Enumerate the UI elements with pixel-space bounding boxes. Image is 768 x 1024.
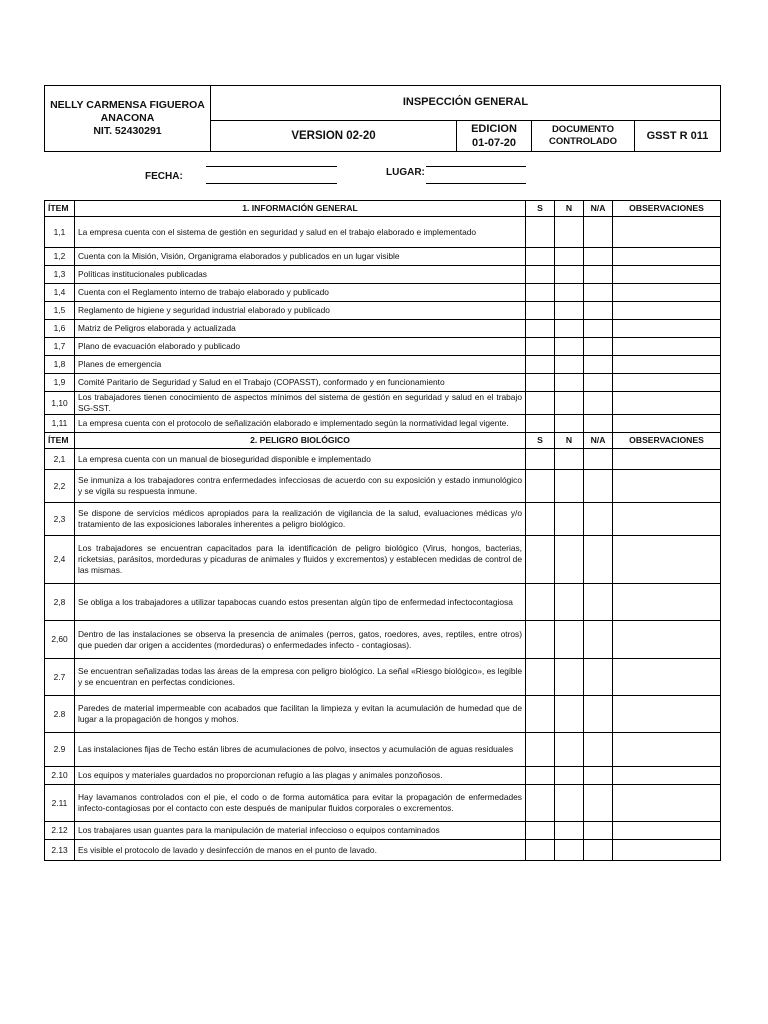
checklist-row xyxy=(45,338,721,356)
item-description: Se inmuniza a los trabajadores contra enfermedades infecciosas de acuerdo con su exposición y estado inmunológico y se vigila su respuesta inmune. xyxy=(75,470,526,503)
company-name-line2: ANACONA xyxy=(100,112,155,124)
item-description: Los trabajares usan guantes para la manipulación de material infeccioso o equipos contaminados xyxy=(75,822,526,840)
s-checkbox-cell[interactable] xyxy=(526,822,555,840)
column-header-na: N/A xyxy=(584,433,613,449)
s-checkbox-cell[interactable] xyxy=(526,248,555,266)
observaciones-cell[interactable] xyxy=(613,217,721,248)
observaciones-cell[interactable] xyxy=(613,248,721,266)
n-checkbox-cell[interactable] xyxy=(555,659,584,696)
item-number: 1,8 xyxy=(45,356,75,374)
s-checkbox-cell[interactable] xyxy=(526,338,555,356)
section-header-row xyxy=(45,201,721,217)
item-number: 1,10 xyxy=(45,392,75,415)
item-number: 1,2 xyxy=(45,248,75,266)
column-header-observaciones: OBSERVACIONES xyxy=(613,201,721,217)
lugar-line-top xyxy=(426,166,526,167)
na-checkbox-cell[interactable] xyxy=(584,822,613,840)
observaciones-cell[interactable] xyxy=(613,284,721,302)
s-checkbox-cell[interactable] xyxy=(526,503,555,536)
observaciones-cell[interactable] xyxy=(613,503,721,536)
n-checkbox-cell[interactable] xyxy=(555,733,584,767)
observaciones-cell[interactable] xyxy=(613,320,721,338)
column-header-n: N xyxy=(555,433,584,449)
checklist-row xyxy=(45,356,721,374)
observaciones-cell[interactable] xyxy=(613,767,721,785)
column-header-na: N/A xyxy=(584,201,613,217)
checklist-row xyxy=(45,584,721,621)
fecha-label: FECHA: xyxy=(145,171,183,182)
s-checkbox-cell[interactable] xyxy=(526,659,555,696)
n-checkbox-cell[interactable] xyxy=(555,584,584,621)
s-checkbox-cell[interactable] xyxy=(526,733,555,767)
n-checkbox-cell[interactable] xyxy=(555,266,584,284)
column-header-s: S xyxy=(526,201,555,217)
item-number: 2,4 xyxy=(45,536,75,584)
item-description: Es visible el protocolo de lavado y desinfección de manos en el punto de lavado. xyxy=(75,840,526,861)
s-checkbox-cell[interactable] xyxy=(526,217,555,248)
item-number: 1,3 xyxy=(45,266,75,284)
na-checkbox-cell[interactable] xyxy=(584,356,613,374)
item-number: 2.10 xyxy=(45,767,75,785)
n-checkbox-cell[interactable] xyxy=(555,248,584,266)
item-number: 2,1 xyxy=(45,449,75,470)
checklist-row xyxy=(45,217,721,248)
n-checkbox-cell[interactable] xyxy=(555,392,584,415)
item-description: Comité Paritario de Seguridad y Salud en el Trabajo (COPASST), conformado y en funcionamiento xyxy=(75,374,526,392)
na-checkbox-cell[interactable] xyxy=(584,733,613,767)
s-checkbox-cell[interactable] xyxy=(526,449,555,470)
checklist-row xyxy=(45,374,721,392)
observaciones-cell[interactable] xyxy=(613,302,721,320)
observaciones-cell[interactable] xyxy=(613,584,721,621)
document-code: GSST R 011 xyxy=(646,130,709,142)
item-description: Los equipos y materiales guardados no proporcionan refugio a las plagas y animales ponzoñosos. xyxy=(75,767,526,785)
checklist-row xyxy=(45,785,721,822)
na-checkbox-cell[interactable] xyxy=(584,217,613,248)
lugar-label: LUGAR: xyxy=(386,167,425,178)
item-description: Se dispone de servicios médicos apropiados para la realización de vigilancia de la salud, evaluaciones médicas y/o tratamiento de las exposiciones laborales inherentes a peligro biológico. xyxy=(75,503,526,536)
na-checkbox-cell[interactable] xyxy=(584,785,613,822)
s-checkbox-cell[interactable] xyxy=(526,266,555,284)
n-checkbox-cell[interactable] xyxy=(555,822,584,840)
column-header-n: N xyxy=(555,201,584,217)
checklist-row xyxy=(45,621,721,659)
na-checkbox-cell[interactable] xyxy=(584,284,613,302)
na-checkbox-cell[interactable] xyxy=(584,415,613,433)
n-checkbox-cell[interactable] xyxy=(555,356,584,374)
n-checkbox-cell[interactable] xyxy=(555,767,584,785)
company-name-line1: NELLY CARMENSA FIGUEROA xyxy=(50,99,205,111)
checklist-row xyxy=(45,320,721,338)
na-checkbox-cell[interactable] xyxy=(584,536,613,584)
n-checkbox-cell[interactable] xyxy=(555,696,584,733)
na-checkbox-cell[interactable] xyxy=(584,302,613,320)
na-checkbox-cell[interactable] xyxy=(584,696,613,733)
item-description: Se obliga a los trabajadores a utilizar tapabocas cuando estos presentan algún tipo de enfermedad infectocontagiosa xyxy=(75,584,526,621)
na-checkbox-cell[interactable] xyxy=(584,338,613,356)
item-number: 1,1 xyxy=(45,217,75,248)
item-number: 2,60 xyxy=(45,621,75,659)
version-label: VERSION 02-20 xyxy=(291,130,376,142)
s-checkbox-cell[interactable] xyxy=(526,356,555,374)
item-description: Se encuentran señalizadas todas las áreas de la empresa con peligro biológico. La señal «Riesgo biológico», es legible y se encuentran en perfectas condiciones. xyxy=(75,659,526,696)
n-checkbox-cell[interactable] xyxy=(555,503,584,536)
s-checkbox-cell[interactable] xyxy=(526,584,555,621)
n-checkbox-cell[interactable] xyxy=(555,470,584,503)
item-number: 1,9 xyxy=(45,374,75,392)
s-checkbox-cell[interactable] xyxy=(526,392,555,415)
observaciones-cell[interactable] xyxy=(613,621,721,659)
na-checkbox-cell[interactable] xyxy=(584,621,613,659)
item-number: 2.7 xyxy=(45,659,75,696)
company-block xyxy=(45,86,211,151)
na-checkbox-cell[interactable] xyxy=(584,449,613,470)
item-description: Los trabajadores se encuentran capacitados para la identificación de peligro biológico (Virus, hongos, bacterias, ricketsias, parásitos, mordeduras y picaduras de animales y fluidos y excrementos) y establecen medidas de control de las mismas. xyxy=(75,536,526,584)
document-status-cell xyxy=(531,121,634,151)
checklist-row xyxy=(45,284,721,302)
s-checkbox-cell[interactable] xyxy=(526,696,555,733)
s-checkbox-cell[interactable] xyxy=(526,302,555,320)
checklist-row xyxy=(45,392,721,415)
checklist-row xyxy=(45,536,721,584)
n-checkbox-cell[interactable] xyxy=(555,374,584,392)
observaciones-cell[interactable] xyxy=(613,785,721,822)
edicion-cell xyxy=(456,121,531,151)
observaciones-cell[interactable] xyxy=(613,840,721,861)
observaciones-cell[interactable] xyxy=(613,338,721,356)
observaciones-cell[interactable] xyxy=(613,356,721,374)
item-description: Dentro de las instalaciones se observa la presencia de animales (perros, gatos, roedores, aves, reptiles, entre otros) que pueden dar origen a accidentes (mordeduras) o enfermedades infecto - contagiosas). xyxy=(75,621,526,659)
s-checkbox-cell[interactable] xyxy=(526,374,555,392)
item-number: 2,8 xyxy=(45,584,75,621)
document-title: INSPECCIÓN GENERAL xyxy=(211,86,720,121)
checklist-row xyxy=(45,302,721,320)
item-description: Las instalaciones fijas de Techo están libres de acumulaciones de polvo, insectos y acumulación de aguas residuales xyxy=(75,733,526,767)
inspection-table-wrap xyxy=(44,200,720,861)
checklist-row xyxy=(45,449,721,470)
na-checkbox-cell[interactable] xyxy=(584,503,613,536)
item-description: Los trabajadores tienen conocimiento de aspectos mínimos del sistema de gestión en seguridad y salud en el trabajo SG-SST. xyxy=(75,392,526,415)
s-checkbox-cell[interactable] xyxy=(526,621,555,659)
s-checkbox-cell[interactable] xyxy=(526,767,555,785)
n-checkbox-cell[interactable] xyxy=(555,449,584,470)
edicion-date: 01-07-20 xyxy=(471,137,517,149)
item-description: Matriz de Peligros elaborada y actualizada xyxy=(75,320,526,338)
inspection-table xyxy=(44,200,721,861)
item-description: Reglamento de higiene y seguridad industrial elaborado y publicado xyxy=(75,302,526,320)
item-number: 1,4 xyxy=(45,284,75,302)
item-number: 2.13 xyxy=(45,840,75,861)
item-description: La empresa cuenta con un manual de bioseguridad disponible e implementado xyxy=(75,449,526,470)
checklist-row xyxy=(45,266,721,284)
na-checkbox-cell[interactable] xyxy=(584,392,613,415)
item-description: Hay lavamanos controlados con el pie, el codo o de forma automática para evitar la propagación de enfermedades infecto-contagiosas por el contacto con este después de manipular fluidos corporales o excrementos. xyxy=(75,785,526,822)
s-checkbox-cell[interactable] xyxy=(526,415,555,433)
section-title: 1. INFORMACIÓN GENERAL xyxy=(75,201,526,217)
observaciones-cell[interactable] xyxy=(613,449,721,470)
company-nit: NIT. 52430291 xyxy=(93,125,162,137)
observaciones-cell[interactable] xyxy=(613,392,721,415)
na-checkbox-cell[interactable] xyxy=(584,767,613,785)
n-checkbox-cell[interactable] xyxy=(555,785,584,822)
document-code-cell xyxy=(634,121,720,151)
item-description: Plano de evacuación elaborado y publicado xyxy=(75,338,526,356)
fecha-line-top xyxy=(206,166,337,167)
checklist-row xyxy=(45,696,721,733)
n-checkbox-cell[interactable] xyxy=(555,338,584,356)
checklist-row xyxy=(45,415,721,433)
item-number: 1,7 xyxy=(45,338,75,356)
checklist-row xyxy=(45,248,721,266)
version-cell xyxy=(211,121,456,151)
na-checkbox-cell[interactable] xyxy=(584,584,613,621)
item-number: 2,2 xyxy=(45,470,75,503)
item-number: 1,6 xyxy=(45,320,75,338)
na-checkbox-cell[interactable] xyxy=(584,659,613,696)
checklist-row xyxy=(45,503,721,536)
document-status-line1: DOCUMENTO xyxy=(551,124,615,135)
item-number: 2.9 xyxy=(45,733,75,767)
document-status-line2: CONTROLADO xyxy=(548,136,618,147)
item-number: 2,3 xyxy=(45,503,75,536)
item-description: Políticas institucionales publicadas xyxy=(75,266,526,284)
section-title: 2. PELIGRO BIOLÓGICO xyxy=(75,433,526,449)
na-checkbox-cell[interactable] xyxy=(584,248,613,266)
item-description: La empresa cuenta con el protocolo de señalización elaborado e implementado según la normatividad legal vigente. xyxy=(75,415,526,433)
s-checkbox-cell[interactable] xyxy=(526,320,555,338)
observaciones-cell[interactable] xyxy=(613,696,721,733)
observaciones-cell[interactable] xyxy=(613,659,721,696)
section-header-row xyxy=(45,433,721,449)
checklist-row xyxy=(45,733,721,767)
s-checkbox-cell[interactable] xyxy=(526,840,555,861)
na-checkbox-cell[interactable] xyxy=(584,840,613,861)
column-header-s: S xyxy=(526,433,555,449)
n-checkbox-cell[interactable] xyxy=(555,284,584,302)
item-number: 2.8 xyxy=(45,696,75,733)
item-description: Cuenta con la Misión, Visión, Organigrama elaborados y publicados en un lugar visible xyxy=(75,248,526,266)
observaciones-cell[interactable] xyxy=(613,415,721,433)
item-description: Paredes de material impermeable con acabados que facilitan la limpieza y evitan la acumulación de humedad que de lugar a la propagación de hongos y mohos. xyxy=(75,696,526,733)
checklist-row xyxy=(45,767,721,785)
fecha-field[interactable] xyxy=(206,183,337,184)
observaciones-cell[interactable] xyxy=(613,470,721,503)
edicion-label: EDICION xyxy=(471,123,517,135)
observaciones-cell[interactable] xyxy=(613,733,721,767)
n-checkbox-cell[interactable] xyxy=(555,621,584,659)
inspection-table-body xyxy=(45,201,721,861)
checklist-row xyxy=(45,822,721,840)
item-description: Planes de emergencia xyxy=(75,356,526,374)
s-checkbox-cell[interactable] xyxy=(526,284,555,302)
n-checkbox-cell[interactable] xyxy=(555,536,584,584)
item-number: 2.12 xyxy=(45,822,75,840)
item-description: Cuenta con el Reglamento interno de trabajo elaborado y publicado xyxy=(75,284,526,302)
observaciones-cell[interactable] xyxy=(613,266,721,284)
column-header-item: ÍTEM xyxy=(45,201,75,217)
n-checkbox-cell[interactable] xyxy=(555,840,584,861)
n-checkbox-cell[interactable] xyxy=(555,217,584,248)
na-checkbox-cell[interactable] xyxy=(584,470,613,503)
column-header-observaciones: OBSERVACIONES xyxy=(613,433,721,449)
lugar-field[interactable] xyxy=(426,183,526,184)
s-checkbox-cell[interactable] xyxy=(526,470,555,503)
observaciones-cell[interactable] xyxy=(613,536,721,584)
observaciones-cell[interactable] xyxy=(613,822,721,840)
s-checkbox-cell[interactable] xyxy=(526,785,555,822)
document-header xyxy=(44,85,721,152)
na-checkbox-cell[interactable] xyxy=(584,320,613,338)
item-number: 2.11 xyxy=(45,785,75,822)
item-number: 1,5 xyxy=(45,302,75,320)
na-checkbox-cell[interactable] xyxy=(584,266,613,284)
observaciones-cell[interactable] xyxy=(613,374,721,392)
checklist-row xyxy=(45,470,721,503)
s-checkbox-cell[interactable] xyxy=(526,536,555,584)
item-description: La empresa cuenta con el sistema de gestión en seguridad y salud en el trabajo elaborado e implementado xyxy=(75,217,526,248)
checklist-row xyxy=(45,659,721,696)
checklist-row xyxy=(45,840,721,861)
n-checkbox-cell[interactable] xyxy=(555,320,584,338)
na-checkbox-cell[interactable] xyxy=(584,374,613,392)
n-checkbox-cell[interactable] xyxy=(555,415,584,433)
item-number: 1,11 xyxy=(45,415,75,433)
column-header-item: ÍTEM xyxy=(45,433,75,449)
n-checkbox-cell[interactable] xyxy=(555,302,584,320)
